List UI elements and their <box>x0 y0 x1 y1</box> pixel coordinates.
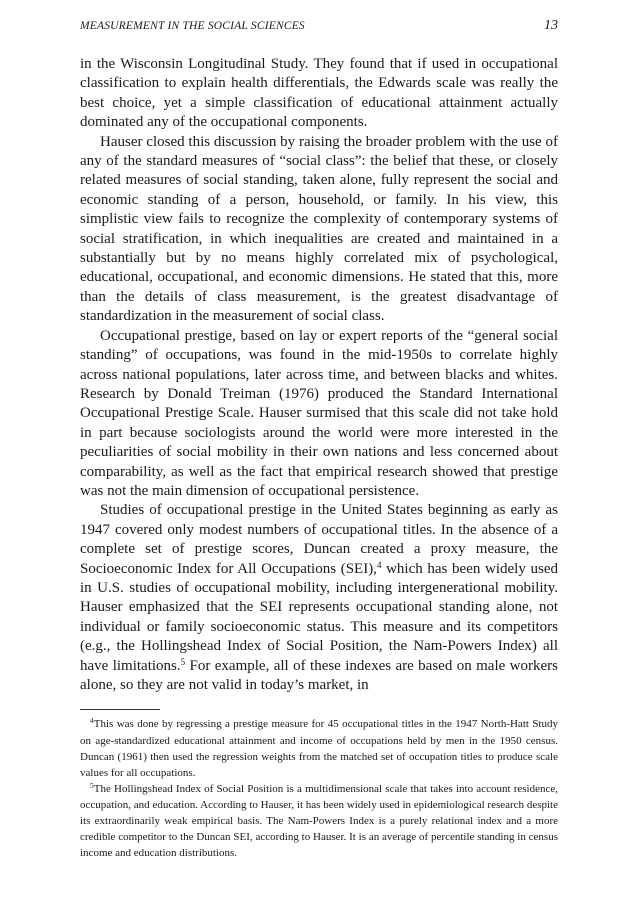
running-title: MEASUREMENT IN THE SOCIAL SCIENCES <box>80 20 305 32</box>
footnote-divider <box>80 709 160 710</box>
running-head <box>80 18 558 42</box>
footnote-ref-4: 4 <box>376 559 382 570</box>
footnote-4-text: This was done by regressing a prestige measure for 45 occupational titles in the 1947 North-Hatt Study on age-standardized educational attainment and income of occupations held by men in the 1950 census. Duncan (1961) then used the regression weights from the matched set of occupation titles to produce scale values for all occupations. <box>80 718 558 779</box>
paragraph-4-part-b: which has been widely used in U.S. studies of occupational mobility, including intergenerational mobility. Hauser emphasized that the SEI represents occupational standing alone, not individual or family socioeconomic status. This measure and its competitors (e.g., the Hollingshead Index of Social Position, the Nam-Powers Index) all have limitations. <box>80 560 558 674</box>
footnotes <box>80 716 558 861</box>
paragraph-4 <box>80 501 558 695</box>
footnote-ref-5: 5 <box>180 656 186 667</box>
footnote-4 <box>80 716 558 780</box>
paragraph-4-part-a: Studies of occupational prestige in the United States beginning as early as 1947 covered only modest numbers of occupational titles. In the absence of a complete set of prestige scores, Duncan created a proxy measure, the Socioeconomic Index for All Occupations (SEI), <box>80 502 558 577</box>
book-page <box>80 18 558 861</box>
paragraph-4-part-c: For example, all of these indexes are based on male workers alone, so they are not valid in today’s market, in <box>80 657 558 693</box>
paragraph-3: Occupational prestige, based on lay or expert reports of the “general social standing” of occupations, was found in the mid-1950s to correlate highly across national populations, later across time, and between blacks and whites. Research by Donald Treiman (1976) produced the Standard International Occupational Prestige Scale. Hauser surmised that this scale did not take hold in part because sociologists around the world were more interested in the peculiarities of social mobility in their own nations and less concerned about comparability, as well as the fact that empirical research showed that prestige was not the main dimension of occupational persistence. <box>80 327 558 499</box>
footnote-5-text: The Hollingshead Index of Social Position is a multidimensional scale that takes into account residence, occupation, and education. According to Hauser, it has been widely used in epidemiological research despite its extraordinarily weak empirical basis. The Nam-Powers Index is a purely relational index and a more credible competitor to the Duncan SEI, according to Hauser. It is an average of percentile standing in census income and education distributions. <box>80 782 558 860</box>
body-text <box>80 55 558 695</box>
footnote-4-mark: 4 <box>90 716 94 726</box>
page-number: 13 <box>544 18 558 33</box>
footnote-5-mark: 5 <box>90 780 94 790</box>
paragraph-2: Hauser closed this discussion by raising the broader problem with the use of any of the standard measures of “social class”: the belief that these, or closely related measures of social standing, taken alone, fully represent the social and economic standing of a person, household, or family. In his view, this simplistic view fails to recognize the complexity of contemporary systems of social stratification, in which inequalities are created and maintained in a substantially but by no means highly correlated mix of psychological, educational, occupational, and economic dimensions. He stated that this, more than the details of class measurement, is the greatest disadvantage of standardization in the measurement of social class. <box>80 133 558 325</box>
footnote-5 <box>80 781 558 861</box>
paragraph-1: in the Wisconsin Longitudinal Study. They found that if used in occupational classification to explain health differentials, the Edwards scale was really the best choice, yet a simple classification of educational attainment actually dominated any of the occupational components. <box>80 56 558 131</box>
